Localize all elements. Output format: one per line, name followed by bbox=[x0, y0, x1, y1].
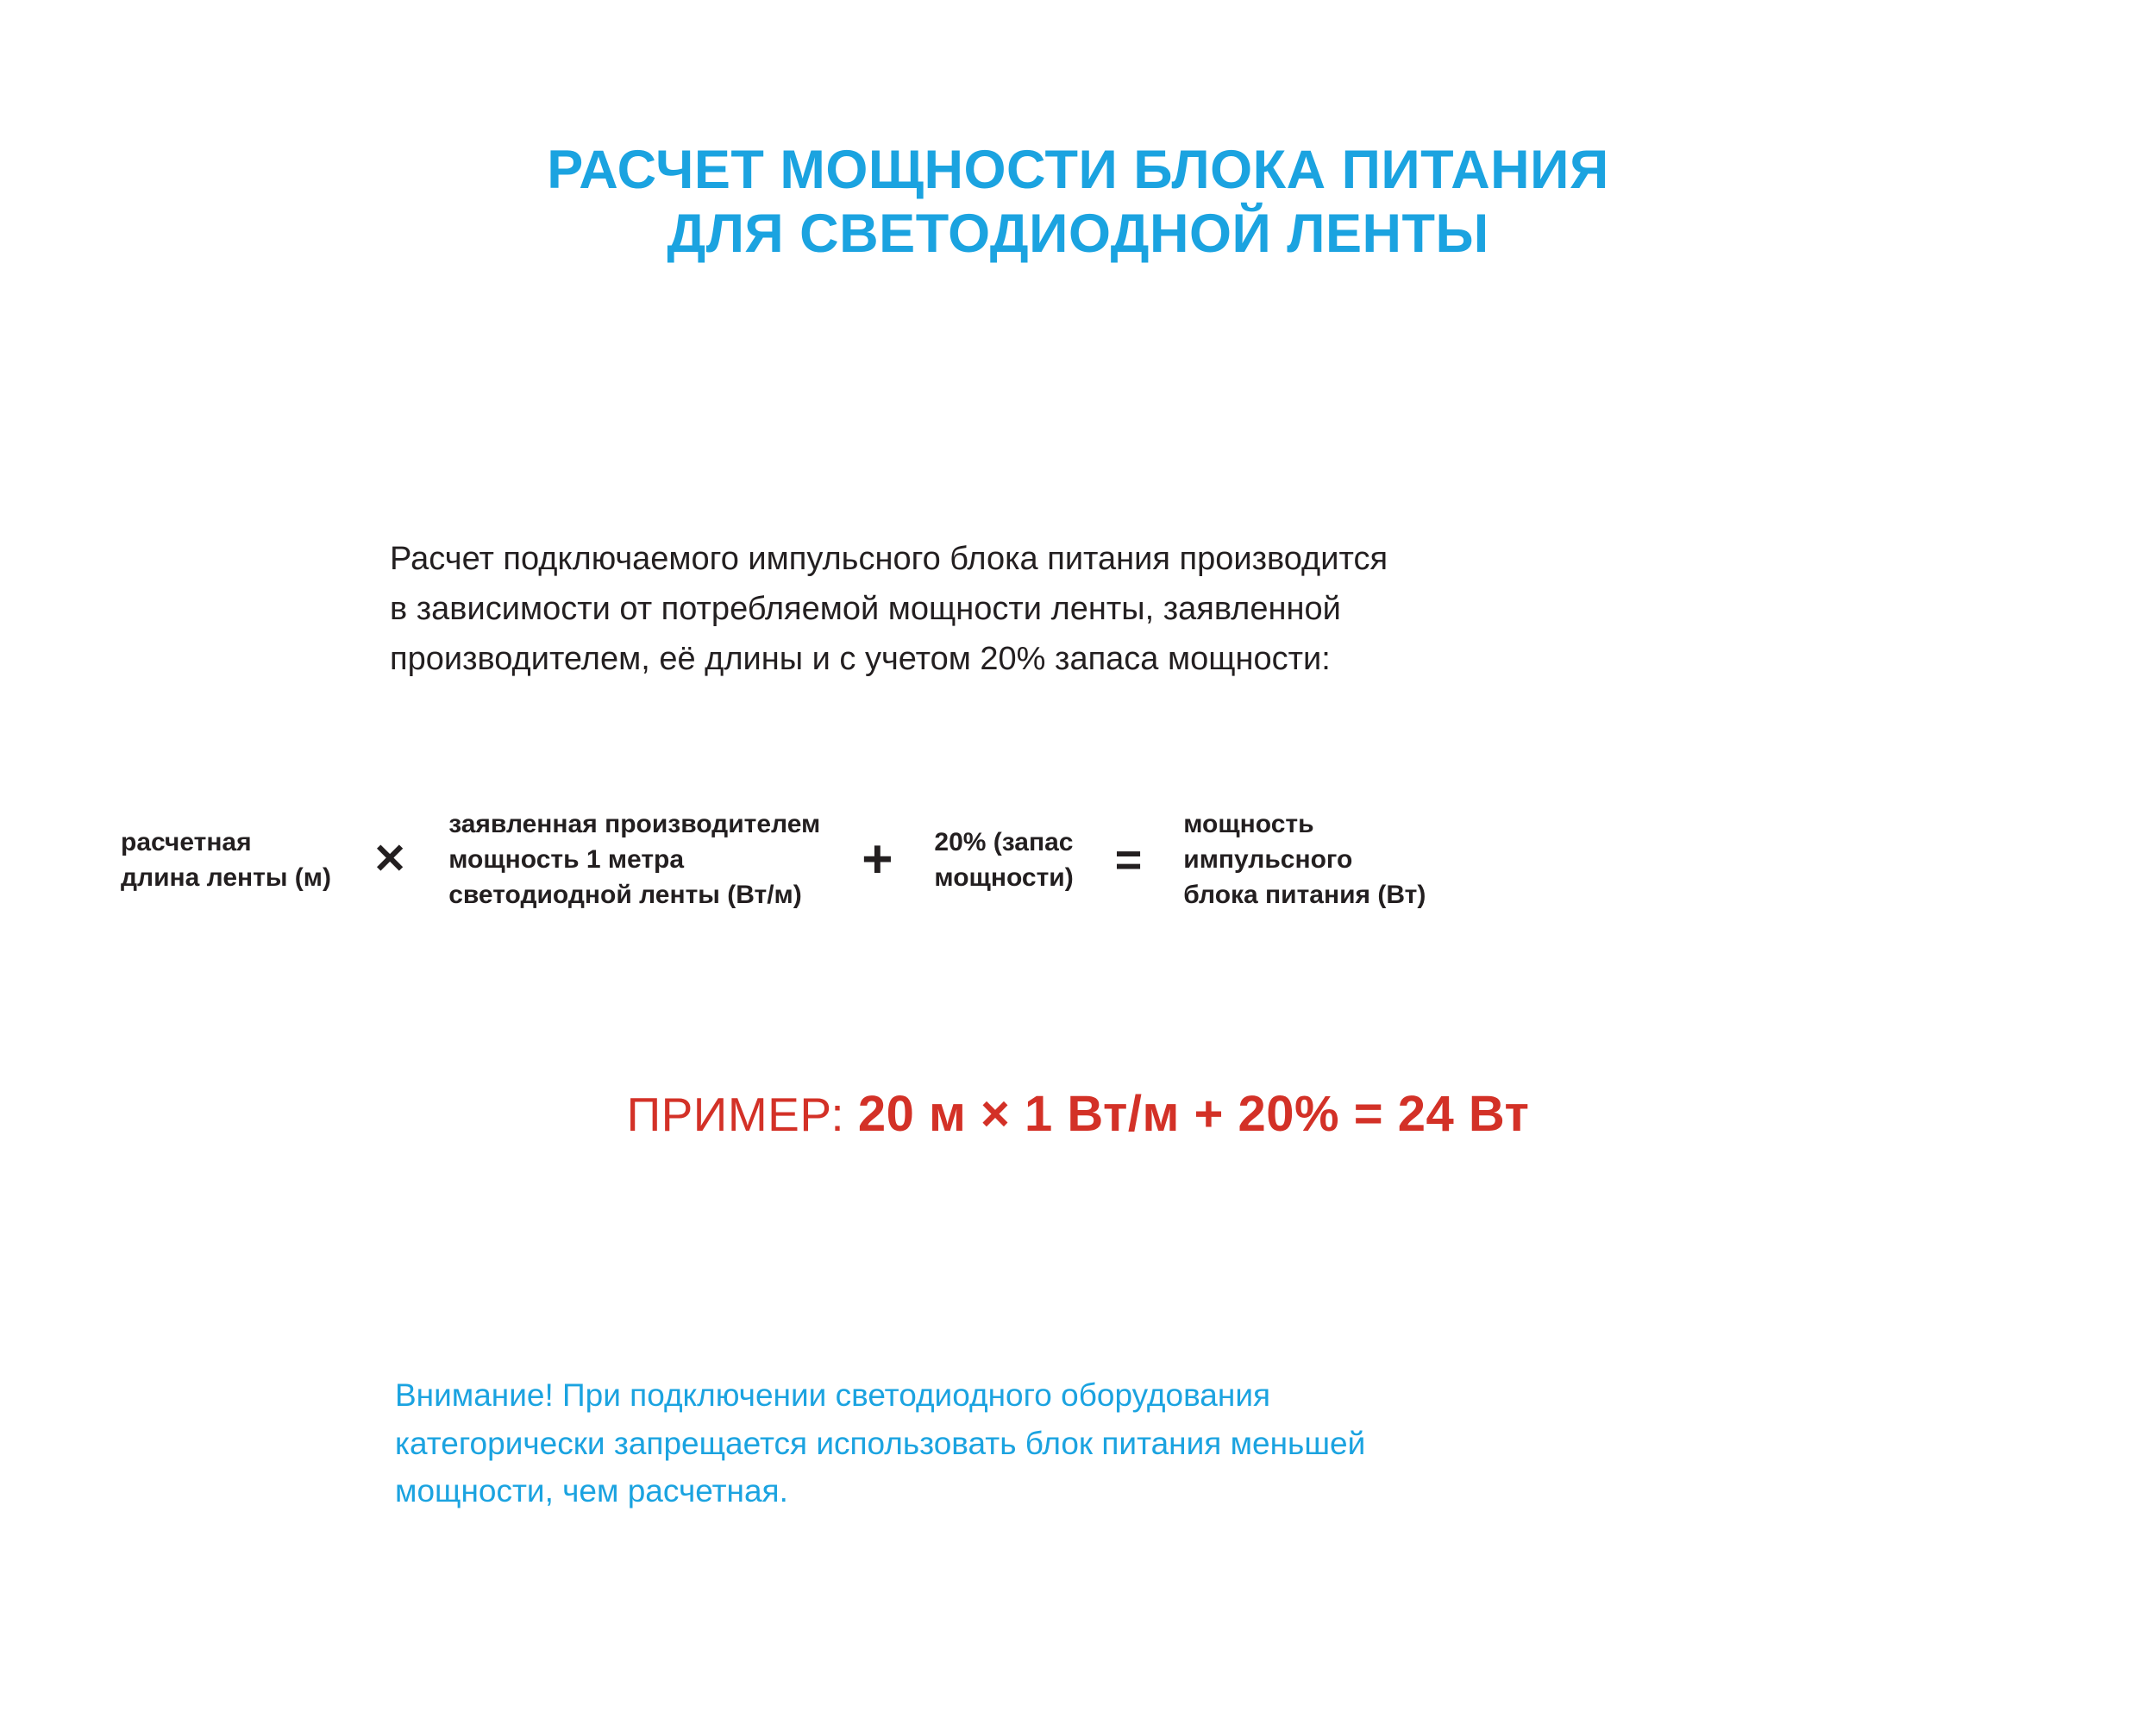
formula-term-power-line-1: заявленная производителем bbox=[448, 810, 821, 838]
formula-term-reserve bbox=[934, 825, 1073, 895]
example-label: ПРИМЕР: bbox=[626, 1088, 858, 1141]
example-line bbox=[0, 1085, 2156, 1143]
warning-line-2: категорически запрещается использовать блок питания меньшей bbox=[395, 1425, 1366, 1461]
formula-term-result-line-2: импульсного bbox=[1183, 845, 1353, 875]
page-title bbox=[0, 138, 2156, 267]
formula-row bbox=[121, 806, 2061, 913]
formula-term-result bbox=[1183, 806, 1426, 913]
example-value: 20 м × 1 Вт/м + 20% = 24 Вт bbox=[857, 1086, 1530, 1142]
intro-paragraph bbox=[390, 535, 1839, 684]
intro-line-1: Расчет подключаемого импульсного блока питания производится bbox=[390, 541, 1388, 577]
formula-term-length bbox=[121, 825, 331, 895]
formula-term-result-line-3: блока питания (Вт) bbox=[1183, 881, 1426, 910]
intro-line-2: в зависимости от потребляемой мощности ленты, заявленной bbox=[390, 590, 1341, 627]
formula-term-length-line-2: длина ленты (м) bbox=[121, 862, 331, 892]
warning-note bbox=[395, 1371, 1878, 1515]
page-title-line-1: РАСЧЕТ МОЩНОСТИ БЛОКА ПИТАНИЯ bbox=[547, 140, 1609, 200]
warning-line-3: мощности, чем расчетная. bbox=[395, 1473, 788, 1509]
multiply-icon: ✕ bbox=[372, 836, 408, 882]
equals-icon: = bbox=[1114, 833, 1143, 886]
formula-term-length-line-1: расчетная bbox=[121, 827, 252, 856]
page-title-line-2: ДЛЯ СВЕТОДИОДНОЙ ЛЕНТЫ bbox=[667, 204, 1489, 265]
formula-term-reserve-line-1: 20% (запас bbox=[934, 827, 1074, 856]
intro-line-3: производителем, её длины и с учетом 20% запаса мощности: bbox=[390, 640, 1331, 677]
formula-term-power-per-meter bbox=[448, 806, 820, 913]
formula-term-reserve-line-2: мощности) bbox=[934, 862, 1074, 892]
plus-icon: + bbox=[862, 829, 893, 889]
formula-term-power-line-3: светодиодной ленты (Вт/м) bbox=[448, 881, 802, 910]
warning-line-1: Внимание! При подключении светодиодного оборудования bbox=[395, 1377, 1271, 1413]
formula-term-power-line-2: мощность 1 метра bbox=[448, 845, 685, 875]
formula-term-result-line-1: мощность bbox=[1183, 810, 1314, 838]
